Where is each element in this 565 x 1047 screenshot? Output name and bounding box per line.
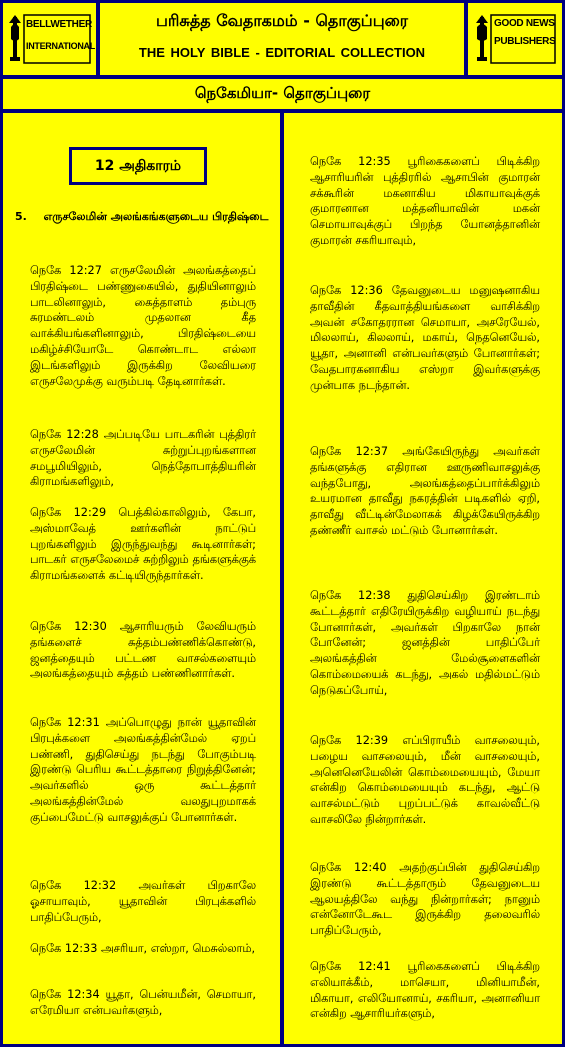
verse-paragraph: நெகே 12:37 அங்கேயிருந்து அவர்கள் தங்களுக்கு எதிரான ஊருணிவாசலுக்கு வந்தபோது, அலங்கத்தைப்பார்க்கிலும் உயரமான தாவீது நகரத்தின் படிகளில் ஏறி, தாவீது வீட்டின்மேலாகக் கிழக்கேயிருக்கிற தண்ணீர் வாசல் மட்டும் போனார்கள். (310, 445, 540, 537)
verse-paragraph: நெகே 12:39 எப்பிராயீம் வாசலையும், பழைய வாசலையும், மீன் வாசலையும், அனெனெயேலின் கொம்மையையும், மேயா என்கிற கொம்மையையும் கடந்து, ஆட்டு வாசல்மட்டும் புறப்பட்டுக் காவல்வீட்டு வாசலிலே நின்றார்கள். (310, 734, 540, 826)
page-title-tamil: பரிசுத்த வேதாகமம் - தொகுப்புரை (155, 11, 409, 30)
verse-paragraph: நெகே 12:40 அதற்குப்பின் துதிசெய்கிற இரண்டு கூட்டத்தாரும் தேவனுடைய ஆலயத்திலே வந்து நின்றார்கள்; நானும் என்னோடேகூட இருக்கிற தலைவரில் பாதிப்பேரும், (310, 861, 540, 938)
bellwether-logo-line2: INTERNATIONAL (26, 41, 95, 51)
section-title-bar (3, 79, 562, 109)
verse-paragraph: நெகே 12:30 ஆசாரியரும் லேவியரும் தங்களைச் சுத்தம்பண்ணிக்கொண்டு, ஜனத்தையும் பட்டண வாசல்களையும் அலங்கத்தையும் சுத்தம் பண்ணினார்கள். (30, 620, 256, 681)
chapter-label: 12 அதிகாரம் (69, 147, 207, 185)
verse-paragraph: நெகே 12:41 பூரிகைகளைப் பிடிக்கிற எலியாக்கீம், மாசெயா, மினியாமீன், மிகாயா, எலியோனாய், சகரியா, அனானியா என்கிற ஆசாரியர்களும், (310, 960, 540, 1021)
section-heading-number: 5. (15, 210, 27, 223)
verse-paragraph: நெகே 12:27 எருசலேமின் அலங்கத்தைப் பிரதிஷ்டை பண்ணுகையில், துதியினாலும் பாடலினாலும், கைத்தாளம் தம்புரு சுரமண்டலம் முதலான கீத வாக்கியங்களினாலும், பிரதிஷ்டையை மகிழ்ச்சியோடே கொண்டாட எல்லா இடங்களிலும் இருக்கிற லேவியரை எருசலேமுக்கு வரும்படி தேடினார்கள். (30, 264, 256, 388)
verse-paragraph: நெகே 12:38 துதிசெய்கிற இரண்டாம் கூட்டத்தார் எதிரேயிருக்கிற வழியாய் நடந்து போனார்கள், அவர்கள் பிறகாலே நான் போனேன்; ஜனத்தின் பாதிப்பேர் அலங்கத்தின் மேல்சூளைகளின் கொம்மையைக் கடந்து, அகல் மதில்மட்டும் நெடுகப்போய், (310, 589, 540, 697)
good-news-logo-panel (468, 3, 562, 75)
left-column (3, 113, 280, 1044)
verse-paragraph: நெகே 12:36 தேவனுடைய மனுஷனாகிய தாவீதின் கீதவாத்தியங்களை வாசிக்கிற அவன் சகோதரரான செமாயா, அசரேயேல், மிலலாய், கிலலாய், மகாய், நெதனெயேல், யூதா, அனானி என்பவர்களும் போனார்கள்; வேதபாரகனாகிய எஸ்றா இவர்களுக்கு முன்பாக நடந்தான். (310, 284, 540, 392)
header-title-panel (100, 3, 464, 75)
verse-paragraph: நெகே 12:29 பெத்கில்காலிலும், கேபா, அஸ்மாவேத் ஊர்களின் நாட்டுப் புறங்களிலும் இருந்துவந்து கூடினார்கள்; பாடகர் எருசலேமைச் சுற்றிலும் தங்களுக்குக் கிராமங்களைக் கட்டியிருந்தார்கள். (30, 506, 256, 583)
verse-paragraph: நெகே 12:28 அப்படியே பாடகரின் புத்திரர் எருசலேமின் சுற்றுப்புறங்களான சமபூமியிலும், நெத்தோபாத்தியரின் கிராமங்களிலும், (30, 428, 256, 489)
good-news-logo-line2: PUBLISHERS (494, 36, 556, 47)
verse-paragraph: நெகே 12:34 யூதா, பென்யமீன், செமாயா, எரேமியா என்பவர்களும், (30, 988, 256, 1017)
section-heading-text: எருசலேமின் அலங்கங்களுடைய பிரதிஷ்டை (43, 210, 269, 223)
page-title-english: THE HOLY BIBLE - EDITORIAL COLLECTION (138, 45, 426, 60)
right-column (284, 113, 562, 1044)
good-news-logo-line1: GOOD NEWS (494, 18, 555, 29)
verse-paragraph: நெகே 12:35 பூரிகைகளைப் பிடிக்கிற ஆசாரியரின் புத்திரரில் ஆசாபின் குமாரன் சக்கூரின் மகனாகிய மிகாயாவுக்குக் குமாரனான மத்தனியாவின் மகன் செமாயாவுக்குப் பிறந்த யோனத்தானின் குமாரன் சகரியாவும், (310, 155, 540, 247)
section-title: நெகேமியா- தொகுப்புரை (194, 84, 371, 102)
bellwether-logo-panel (3, 3, 96, 75)
verse-paragraph: நெகே 12:33 அசரியா, எஸ்றா, மெசுல்லாம், (30, 942, 256, 955)
verse-paragraph: நெகே 12:31 அப்பொழுது நான் யூதாவின் பிரபுக்களை அலங்கத்தின்மேல் ஏறப் பண்ணி, துதிசெய்து நடந்து போகும்படி இரண்டு பெரிய கூட்டத்தாரை நிறுத்தினேன்; அவர்களில் ஒரு கூட்டத்தார் அலங்கத்தின்மேல் வலதுபுறமாகக் குப்பைமேட்டு வாசலுக்குப் போனார்கள். (30, 716, 256, 824)
verse-paragraph: நெகே 12:32 அவர்கள் பிறகாலே ஓசாயாவும், யூதாவின் பிரபுக்களில் பாதிப்பேரும், (30, 879, 256, 924)
bellwether-logo-line1: BELLWETHER (26, 19, 92, 30)
